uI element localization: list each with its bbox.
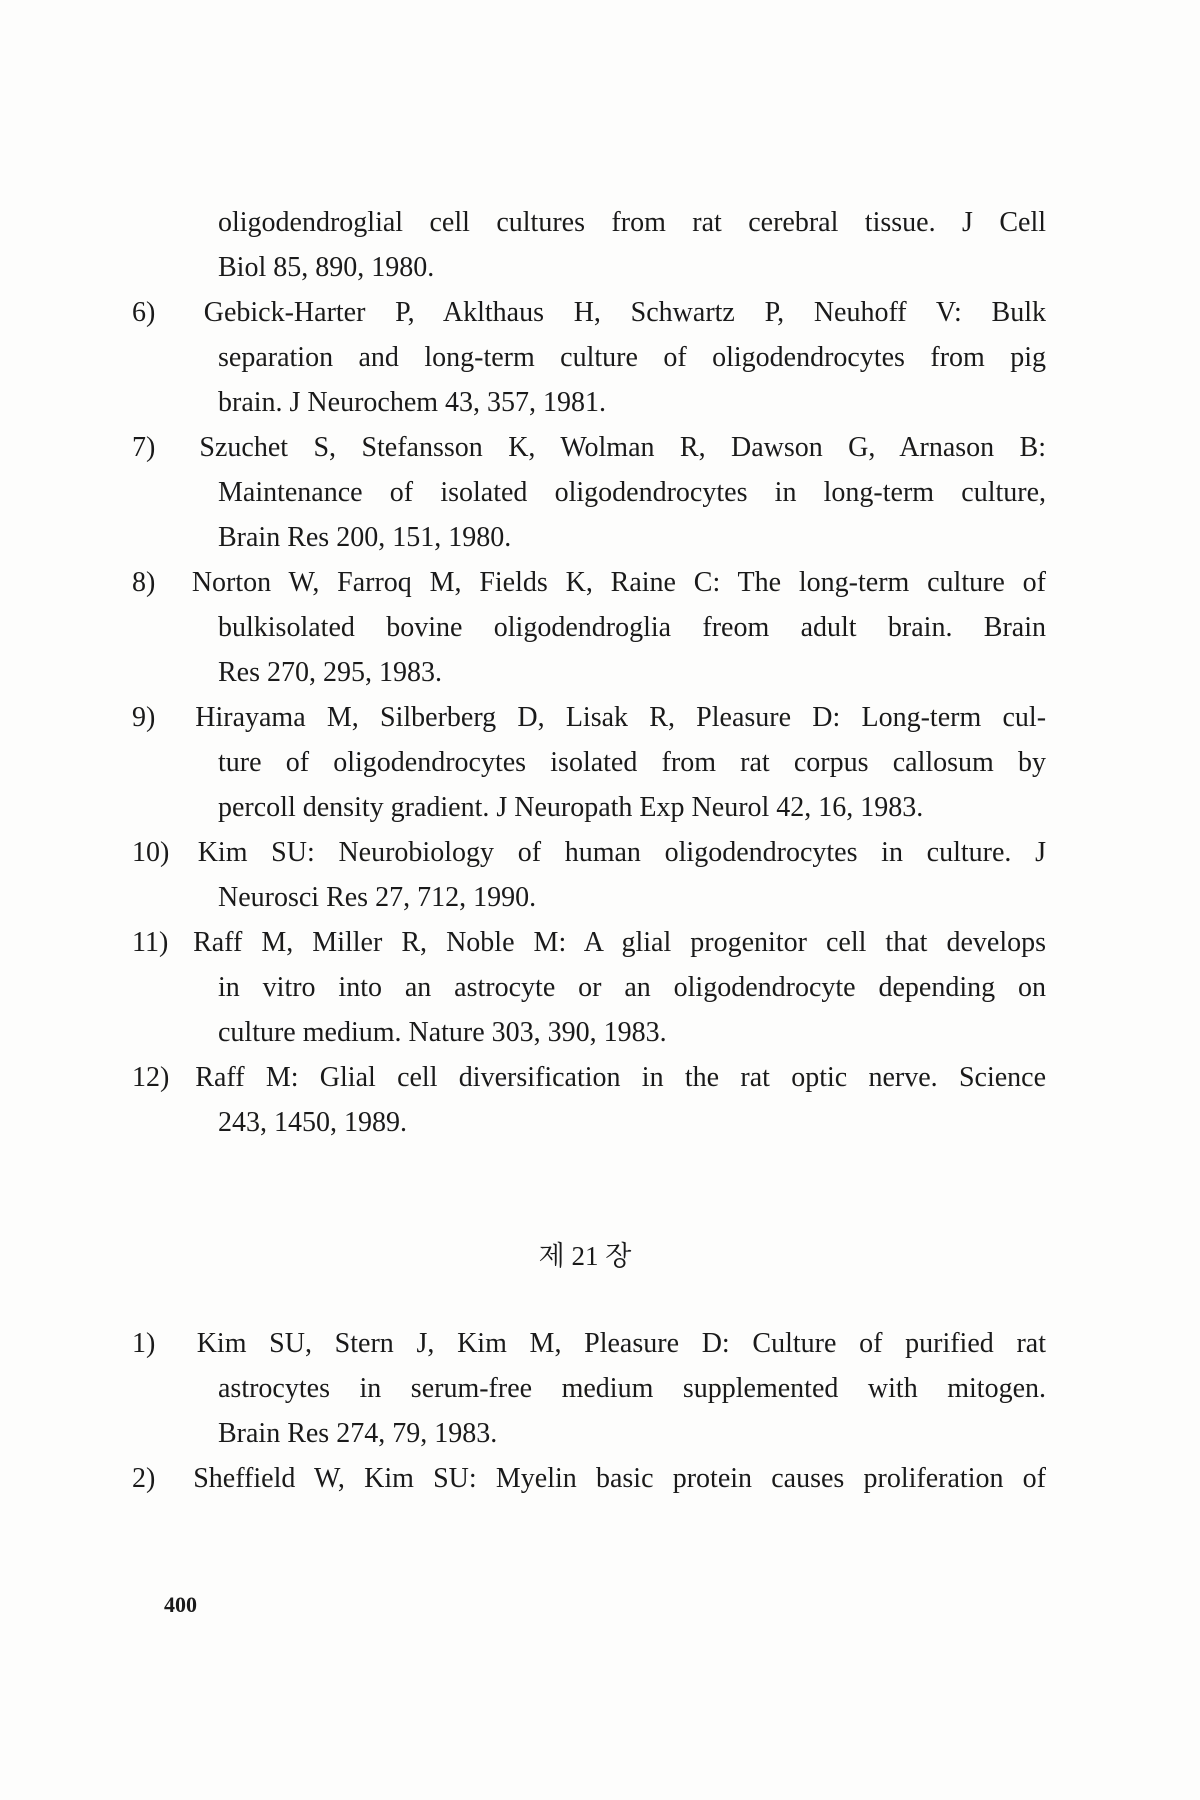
reference-line xyxy=(218,785,1046,830)
reference-line xyxy=(218,515,1046,560)
reference-line xyxy=(218,605,1046,650)
reference-line xyxy=(218,965,1046,1010)
reference-text: Maintenance of isolated oligodendrocytes in long-term culture, xyxy=(218,477,1046,508)
reference-line xyxy=(218,1366,1046,1411)
reference-text: Hirayama M, Silberberg D, Lisak R, Pleasure D: Long-term cul- xyxy=(195,702,1047,733)
reference-text: Brain Res 274, 79, 1983. xyxy=(218,1418,498,1449)
reference-line xyxy=(218,470,1046,515)
reference-text: in vitro into an astrocyte or an oligodendrocyte depending on xyxy=(218,972,1046,1003)
reference-text: oligodendroglial cell cultures from rat cerebral tissue. J Cell xyxy=(218,207,1046,238)
reference-line xyxy=(132,1321,1046,1366)
reference-line xyxy=(218,1411,1046,1456)
reference-text: Raff M: Glial cell diversification in the rat optic nerve. Science xyxy=(195,1062,1047,1093)
reference-text: Sheffield W, Kim SU: Myelin basic protein causes proliferation of xyxy=(193,1463,1047,1494)
reference-line xyxy=(132,1456,1046,1501)
reference-text: Szuchet S, Stefansson K, Wolman R, Dawson G, Arnason B: xyxy=(199,432,1047,463)
reference-line xyxy=(132,830,1046,875)
reference-text: brain. J Neurochem 43, 357, 1981. xyxy=(218,387,607,418)
reference-text: Kim SU: Neurobiology of human oligodendrocytes in culture. J xyxy=(197,837,1046,868)
reference-text: culture medium. Nature 303, 390, 1983. xyxy=(218,1017,667,1048)
reference-line xyxy=(218,875,1046,920)
reference-line xyxy=(218,200,1046,245)
reference-text: Norton W, Farroq M, Fields K, Raine C: The long-term culture of xyxy=(191,567,1047,598)
reference-number: 7) xyxy=(132,432,156,463)
reference-line xyxy=(132,290,1046,335)
reference-line xyxy=(132,425,1046,470)
reference-text: Gebick-Harter P, Aklthaus H, Schwartz P, Neuhoff V: Bulk xyxy=(203,297,1046,328)
reference-text: Kim SU, Stern J, Kim M, Pleasure D: Culture of purified rat xyxy=(196,1328,1046,1359)
reference-number: 1) xyxy=(132,1328,156,1359)
reference-line xyxy=(218,740,1046,785)
reference-text: astrocytes in serum-free medium supplemented with mitogen. xyxy=(218,1373,1046,1404)
reference-text: Neurosci Res 27, 712, 1990. xyxy=(218,882,537,913)
reference-number: 9) xyxy=(132,702,156,733)
reference-text: Biol 85, 890, 1980. xyxy=(218,252,435,283)
reference-text: percoll density gradient. J Neuropath Exp Neurol 42, 16, 1983. xyxy=(218,792,924,823)
reference-number: 6) xyxy=(132,297,156,328)
reference-line xyxy=(218,650,1046,695)
reference-text: Res 270, 295, 1983. xyxy=(218,657,442,688)
reference-number: 12) xyxy=(132,1062,170,1093)
reference-line xyxy=(132,1055,1046,1100)
reference-text: ture of oligodendrocytes isolated from rat corpus callosum by xyxy=(218,747,1046,778)
reference-number: 8) xyxy=(132,567,156,598)
reference-text: separation and long-term culture of oligodendrocytes from pig xyxy=(218,342,1046,373)
reference-line xyxy=(132,695,1046,740)
reference-line xyxy=(218,335,1046,380)
reference-line xyxy=(132,920,1046,965)
reference-number: 10) xyxy=(132,837,170,868)
reference-line xyxy=(218,1010,1046,1055)
reference-line xyxy=(218,380,1046,425)
chapter-heading: 제 21 장 xyxy=(538,1241,632,1271)
reference-line xyxy=(218,245,1046,290)
reference-number: 11) xyxy=(132,927,169,958)
reference-number: 2) xyxy=(132,1463,156,1494)
reference-text: 243, 1450, 1989. xyxy=(218,1107,407,1138)
reference-line xyxy=(218,1100,1046,1145)
reference-text: Raff M, Miller R, Noble M: A glial progenitor cell that develops xyxy=(193,927,1047,958)
page-number: 400 xyxy=(164,1592,197,1617)
reference-line xyxy=(132,560,1046,605)
reference-text: Brain Res 200, 151, 1980. xyxy=(218,522,512,553)
reference-text: bulkisolated bovine oligodendroglia freom adult brain. Brain xyxy=(218,612,1046,643)
